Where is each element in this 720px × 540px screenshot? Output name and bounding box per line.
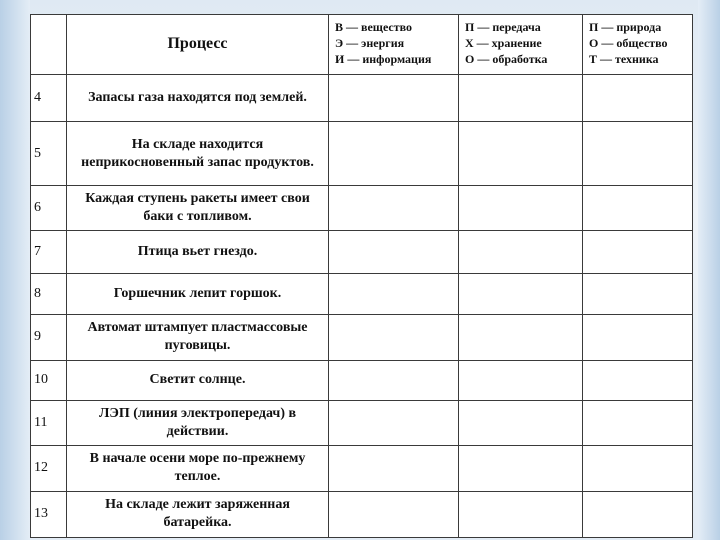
answer-cell-pho[interactable]: [459, 274, 583, 314]
header-num-cell: [31, 15, 67, 75]
answer-cell-pot[interactable]: [583, 122, 693, 186]
process-description: ЛЭП (линия электропередач) в действии.: [67, 400, 329, 445]
row-number: 5: [31, 122, 67, 186]
process-description: Горшечник лепит горшок.: [67, 274, 329, 314]
row-number: 9: [31, 314, 67, 360]
process-classification-table: [30, 14, 693, 538]
answer-cell-sei[interactable]: [329, 231, 459, 274]
process-header: Процесс: [67, 15, 329, 75]
table-row: [31, 314, 693, 360]
answer-cell-sei[interactable]: [329, 314, 459, 360]
answer-cell-pot[interactable]: [583, 231, 693, 274]
table-row: [31, 231, 693, 274]
answer-cell-pho[interactable]: [459, 360, 583, 400]
answer-cell-pot[interactable]: [583, 491, 693, 537]
process-description: Каждая ступень ракеты имеет свои баки с топливом.: [67, 186, 329, 231]
table-row: [31, 122, 693, 186]
answer-cell-sei[interactable]: [329, 186, 459, 231]
answer-cell-pot[interactable]: [583, 186, 693, 231]
answer-cell-pho[interactable]: [459, 314, 583, 360]
answer-cell-pho[interactable]: [459, 400, 583, 445]
answer-cell-sei[interactable]: [329, 400, 459, 445]
legend-transfer-storage-processing: [459, 15, 583, 75]
process-description: На складе находится неприкосновенный запас продуктов.: [67, 122, 329, 186]
table-header-row: [31, 15, 693, 75]
answer-cell-pot[interactable]: [583, 445, 693, 491]
row-number: 10: [31, 360, 67, 400]
table-row: [31, 75, 693, 122]
answer-cell-pho[interactable]: [459, 122, 583, 186]
process-description: Светит солнце.: [67, 360, 329, 400]
answer-cell-sei[interactable]: [329, 360, 459, 400]
answer-cell-pot[interactable]: [583, 274, 693, 314]
legend-nature-society-technology: [583, 15, 693, 75]
row-number: 11: [31, 400, 67, 445]
answer-cell-pot[interactable]: [583, 314, 693, 360]
left-decorative-band: [0, 0, 30, 540]
answer-cell-sei[interactable]: [329, 274, 459, 314]
legend-substance-energy-info: [329, 15, 459, 75]
legend-line: О — общество: [589, 36, 668, 51]
answer-cell-pot[interactable]: [583, 360, 693, 400]
right-decorative-band: [698, 0, 720, 540]
process-description: Запасы газа находятся под землей.: [67, 75, 329, 122]
process-description: В начале осени море по-прежнему теплое.: [67, 445, 329, 491]
legend-line: П — природа: [589, 20, 662, 34]
row-number: 4: [31, 75, 67, 122]
answer-cell-sei[interactable]: [329, 122, 459, 186]
legend-line: В — вещество: [335, 20, 413, 34]
answer-cell-sei[interactable]: [329, 75, 459, 122]
process-description: На складе лежит заряженная батарейка.: [67, 491, 329, 537]
legend-line: Т — техника: [589, 52, 659, 67]
table-row: [31, 400, 693, 445]
row-number: 12: [31, 445, 67, 491]
row-number: 13: [31, 491, 67, 537]
answer-cell-pot[interactable]: [583, 75, 693, 122]
row-number: 8: [31, 274, 67, 314]
answer-cell-sei[interactable]: [329, 445, 459, 491]
legend-line: П — передача: [465, 20, 541, 34]
row-number: 6: [31, 186, 67, 231]
answer-cell-pho[interactable]: [459, 445, 583, 491]
legend-line: Э — энергия: [335, 36, 405, 51]
table-row: [31, 274, 693, 314]
table-row: [31, 360, 693, 400]
process-description: Птица вьет гнездо.: [67, 231, 329, 274]
answer-cell-pho[interactable]: [459, 75, 583, 122]
table-row: [31, 491, 693, 537]
legend-line: Х — хранение: [465, 36, 542, 51]
process-description: Автомат штампует пластмассовые пуговицы.: [67, 314, 329, 360]
row-number: 7: [31, 231, 67, 274]
table-row: [31, 445, 693, 491]
legend-line: О — обработка: [465, 52, 548, 67]
answer-cell-pot[interactable]: [583, 400, 693, 445]
answer-cell-sei[interactable]: [329, 491, 459, 537]
answer-cell-pho[interactable]: [459, 231, 583, 274]
answer-cell-pho[interactable]: [459, 491, 583, 537]
table-row: [31, 186, 693, 231]
legend-line: И — информация: [335, 52, 432, 67]
answer-cell-pho[interactable]: [459, 186, 583, 231]
